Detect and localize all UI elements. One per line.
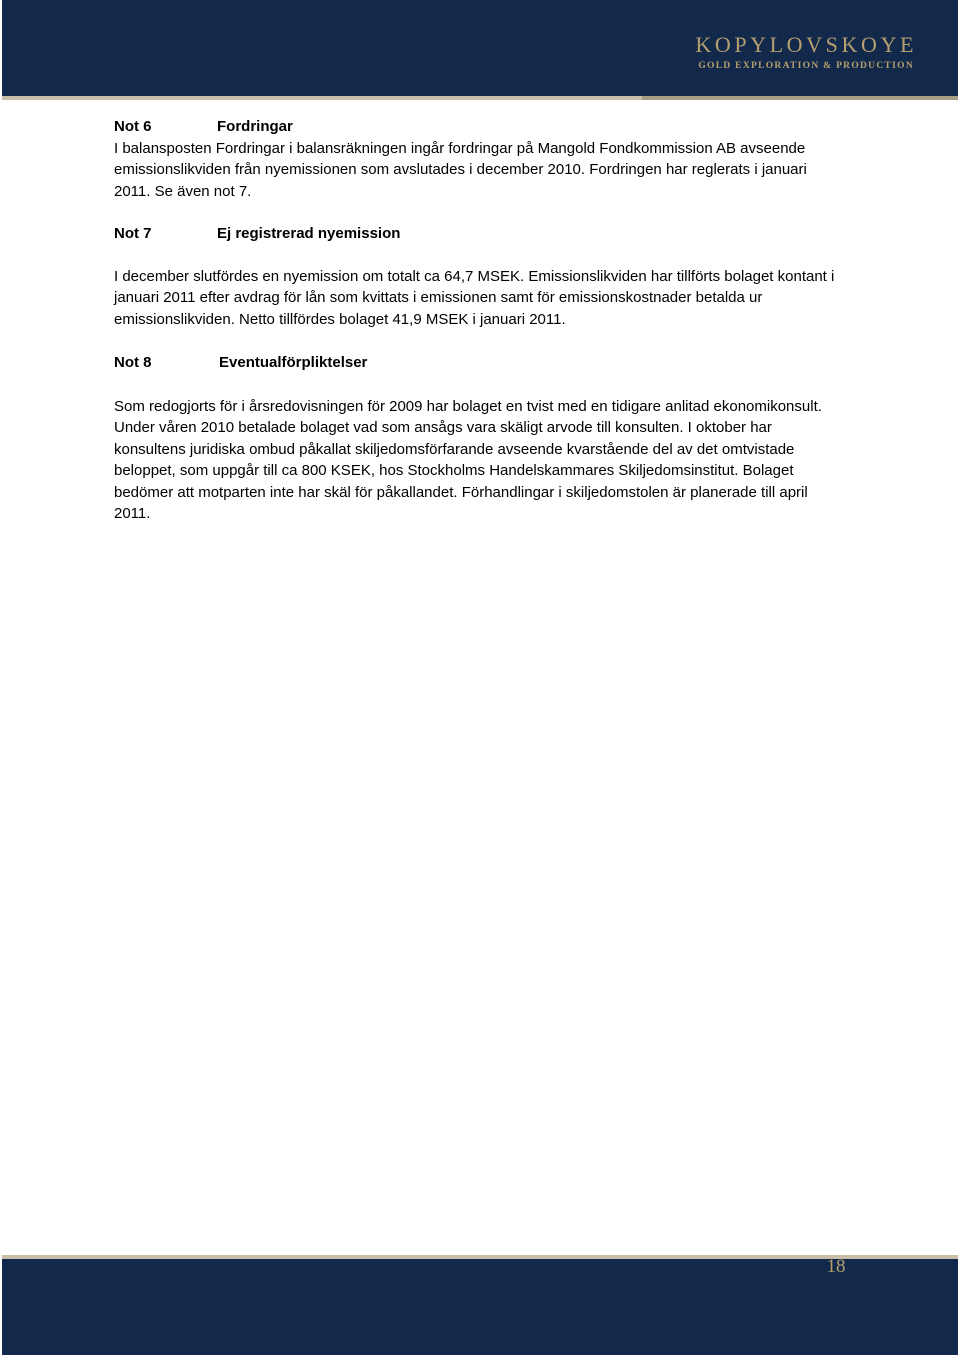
note-number: Not 8 (114, 354, 152, 371)
note-heading (114, 352, 844, 374)
note-title: Fordringar (217, 118, 293, 135)
note-title: Ej registrerad nyemission (217, 225, 401, 242)
brand-tagline: GOLD EXPLORATION & PRODUCTION (698, 61, 914, 71)
brand-logo (695, 33, 917, 72)
note-number: Not 6 (114, 118, 152, 135)
document-body (114, 116, 844, 525)
note-heading (114, 116, 844, 138)
note-heading (114, 223, 844, 245)
brand-name: KOPYLOVSKOYE (695, 32, 917, 57)
note-8 (114, 352, 844, 525)
header-rule-accent (642, 96, 958, 100)
note-number: Not 7 (114, 225, 152, 242)
note-7 (114, 223, 844, 330)
note-6 (114, 116, 844, 202)
note-text: I december slutfördes en nyemission om totalt ca 64,7 MSEK. Emissionslikviden har tillförts bolaget kontant i januari 2011 efter avdrag för lån som kvittats i emissionen samt för emissionskostnader betalda ur emissionslikviden. Netto tillfördes bolaget 41,9 MSEK i januari 2011. (114, 267, 835, 328)
note-title: Eventualförpliktelser (219, 354, 368, 371)
note-text: Som redogjorts för i årsredovisningen för 2009 har bolaget en tvist med en tidigare anlitad ekonomikonsult. Under våren 2010 betalade bolaget vad som ansågs vara skäligt arvode till konsulten. I oktober har konsultens juridiska ombud påkallat skiljedomsförfarande avseende kvarstående del av det omtvistade beloppet, som uppgår till ca 800 KSEK, hos Stockholms Handelskammares Skiljedomsinstitut. Bolaget bedömer att motparten inte har skäl för påkallandet. Förhandlingar i skiljedomstolen är planerade till april 2011. (114, 397, 822, 522)
note-text: I balansposten Fordringar i balansräkningen ingår fordringar på Mangold Fondkommission AB avseende emissionslikviden från nyemissionen som avslutades i december 2010. Fordringen har reglerats i januari 2011. Se även not 7. (114, 139, 807, 200)
page-number: 18 (826, 1256, 846, 1277)
